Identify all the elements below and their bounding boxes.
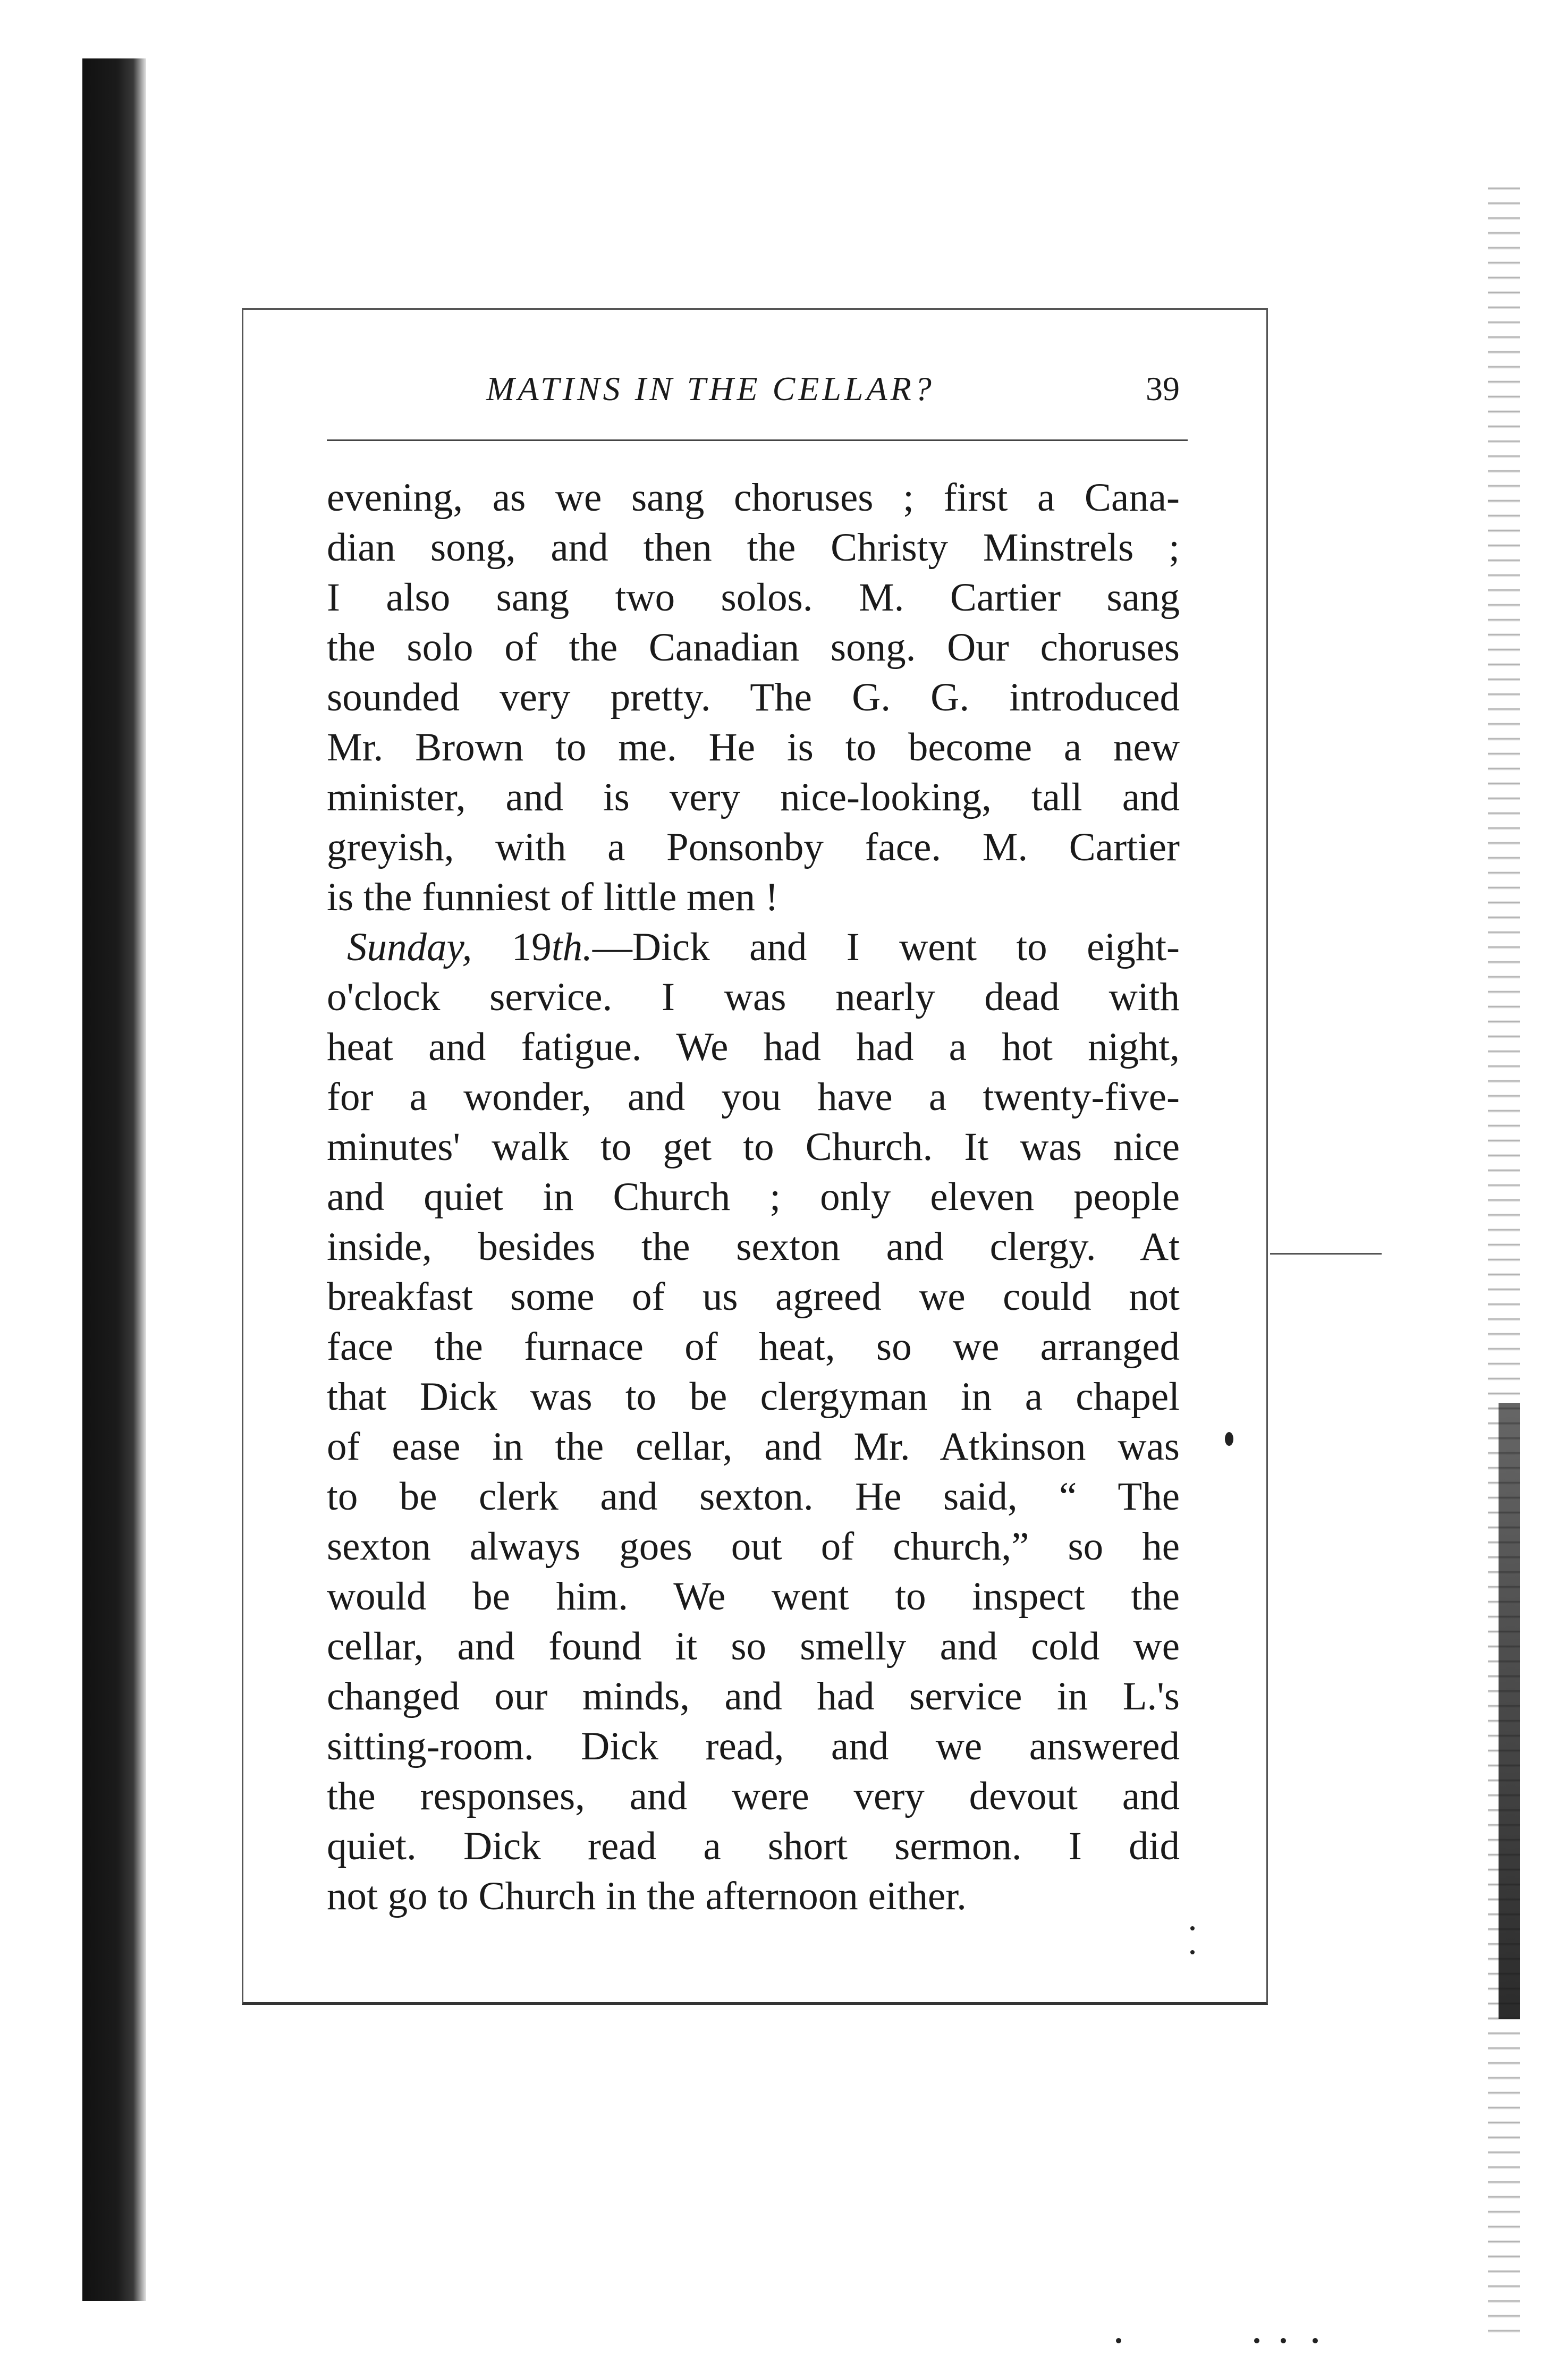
paragraph-opening-line [327,922,1180,972]
text-line: breakfast some of us agreed we could not [327,1275,1180,1319]
text-line: of ease in the cellar, and Mr. Atkinson was [327,1425,1180,1469]
ink-blot [1116,2338,1121,2343]
text-line: sexton always goes out of church,” so he [327,1524,1180,1569]
text-line: and quiet in Church ; only eleven people [327,1175,1180,1219]
text-line: is the funniest of little men ! [327,875,778,919]
text-line: inside, besides the sexton and clergy. At [327,1225,1180,1269]
text-line: would be him. We went to inspect the [327,1574,1180,1619]
text-line: the responses, and were very devout and [327,1774,1180,1818]
book-binding-shadow [82,58,146,2301]
diary-date-day: 19 [472,925,552,969]
text-line: evening, as we sang choruses ; first a Cana- [327,476,1180,520]
header-rule [327,439,1188,441]
ink-blot [1254,2338,1259,2343]
diary-date-label: Sunday, [347,925,472,969]
text-line: sitting-room. Dick read, and we answered [327,1724,1180,1768]
text-line: greyish, with a Ponsonby face. M. Cartier [327,825,1180,869]
text-line: face the furnace of heat, so we arranged [327,1325,1180,1369]
text-line: minister, and is very nice-looking, tall and [327,775,1180,819]
text-line: not go to Church in the afternoon either. [327,1874,967,1918]
diary-entry-opening: —Dick and I went to eight- [592,925,1180,969]
running-title: MATINS IN THE CELLAR? [486,370,935,408]
ink-blot [1225,1432,1233,1446]
text-line: the solo of the Canadian song. Our choruses [327,625,1180,670]
text-line: minutes' walk to get to Church. It was nice [327,1125,1180,1169]
text-line: quiet. Dick read a short sermon. I did [327,1824,1180,1868]
text-line: to be clerk and sexton. He said, “ The [327,1475,1180,1519]
text-line: I also sang two solos. M. Cartier sang [327,575,1180,620]
text-line: changed our minds, and had service in L.'s [327,1674,1180,1718]
text-line: cellar, and found it so smelly and cold we [327,1624,1180,1668]
ink-blot [1190,1950,1195,1954]
text-line: Mr. Brown to me. He is to become a new [327,725,1180,769]
text-line: o'clock service. I was nearly dead with [327,975,1180,1019]
diary-date-suffix: th. [551,925,593,969]
page-edge-shadow [1499,1403,1520,2019]
ink-blot [1313,2338,1318,2343]
text-line: heat and fatigue. We had had a hot night, [327,1025,1180,1069]
ink-blot [1190,1926,1195,1930]
text-line: sounded very pretty. The G. G. introduced [327,675,1180,719]
ink-blot [1281,2338,1286,2343]
margin-rule [1270,1253,1382,1255]
text-line: that Dick was to be clergyman in a chapel [327,1375,1180,1419]
page-header [327,369,1180,428]
text-line: dian song, and then the Christy Minstrels ; [327,526,1180,570]
page-number: 39 [1146,370,1180,408]
body-text [327,473,1180,1921]
text-line: for a wonder, and you have a twenty-five- [327,1075,1180,1119]
